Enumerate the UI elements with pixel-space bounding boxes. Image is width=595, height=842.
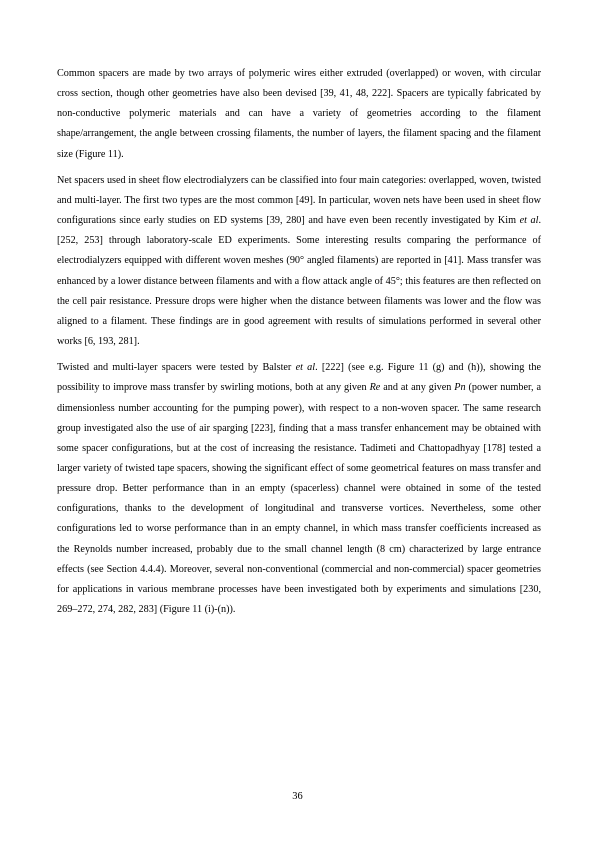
text-run: . [252, 253] through laboratory-scale ED experiments. Some interesting results comparing the performance of electrodialyzers equipped with different woven meshes (90° angled filaments) are reported in [41]. Mass transfer was enhanced by a lower distance between filaments and with a flow attack angle of 45°; this features are then reflected on the cell pair resistance. Pressure drops were higher when the distance between filaments was lower and the flow was aligned to a filament. These findings are in good agreement with results of simulations performed in several other works [6, 193, 281]. [57, 215, 541, 348]
text-run: Common spacers are made by two arrays of polymeric wires either extruded (overlapped) or woven, with circular cross section, though other geometries have also been devised [39, 41, 48, 222]. Spacers are typically fabricated by non-conductive polymeric materials and can have a variety of geometries according to the filament shape/arrangement, the angle between crossing filaments, the number of layers, the filament spacing and the filament size (Figure 11). [57, 68, 541, 160]
italic-run: Pn [454, 382, 466, 394]
text-run: and at any given [380, 382, 455, 394]
body-text [57, 64, 541, 626]
text-run: . [222] (see e.g. Figure 11 (g) and (h)), showing the possibility to improve mass transfer by swirling motions, both at any given [57, 362, 541, 394]
page-number: 36 [292, 791, 303, 802]
italic-run: et al [519, 215, 539, 227]
text-run: Twisted and multi-layer spacers were tested by Balster [57, 362, 296, 374]
italic-run: et al [295, 362, 316, 374]
italic-run: Re [369, 382, 381, 394]
text-run: (power number, a dimensionless number accounting for the pumping power), with respect to a non-woven spacer. The same research group investigated also the use of air sparging [223], finding that a mass transfer enhancement may be obtained with some spacer configurations, but at the cost of increasing the resistance. Tadimeti and Chattopadhyay [178] tested a larger variety of twisted tape spacers, showing the significant effect of some geometrical features on mass transfer and pressure drop. Better performance than in an empty (spacerless) channel were obtained in some of the tested configurations, thanks to the development of longitudinal and transverse vortices. Nevertheless, some other configurations led to worse performance than in an empty channel, in which mass transfer coefficients increased as the Reynolds number increased, probably due to the small channel length (8 cm) characterized by large entrance effects (see Section 4.4.4). Moreover, several non-conventional (commercial and non-commercial) spacer geometries for applications in various membrane processes have been investigated both by experiments and simulations [230, 269–272, 274, 282, 283] (Figure 11 (i)-(n)). [57, 382, 541, 616]
paragraph [57, 64, 541, 165]
paragraph [57, 171, 541, 352]
text-run: Net spacers used in sheet flow electrodialyzers can be classified into four main categories: overlapped, woven, twisted and multi-layer. The first two types are the most common [49]. In particular, woven nets have been used in sheet flow configurations since early studies on ED systems [39, 280] and have even been recently investigated by Kim [57, 174, 541, 227]
paragraph [57, 358, 541, 620]
